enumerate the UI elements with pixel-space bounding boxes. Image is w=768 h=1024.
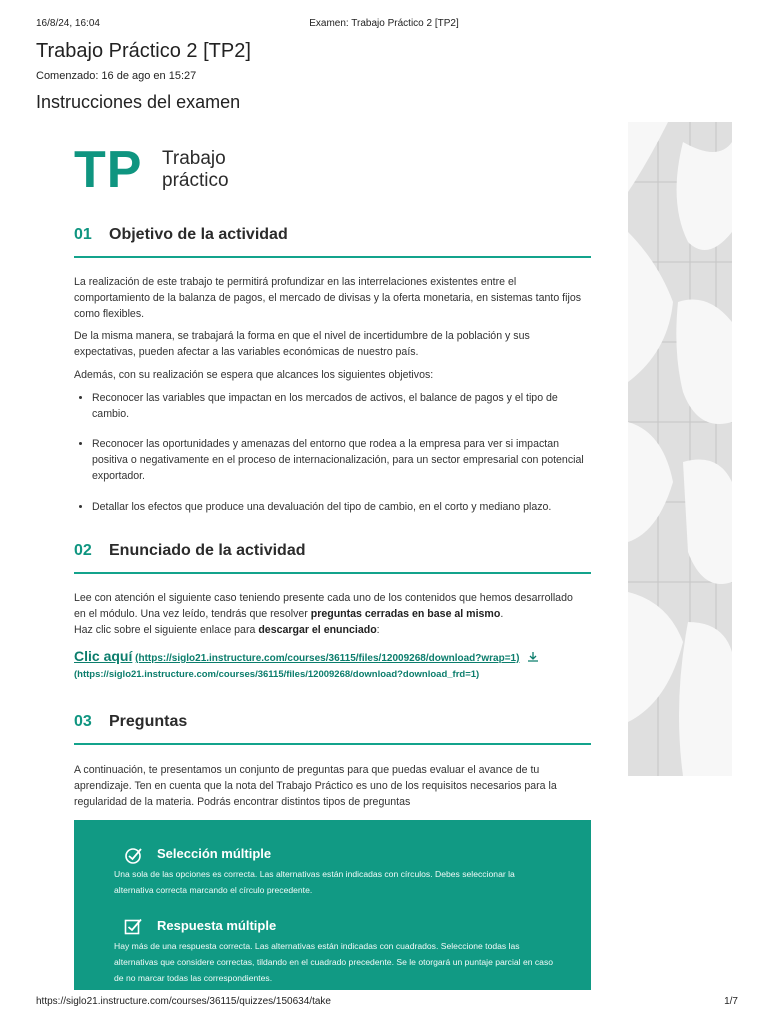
objectives-list — [74, 390, 597, 422]
section-heading-objective — [74, 226, 591, 258]
question-types-panel — [74, 820, 591, 990]
statement-paragraph-2 — [74, 622, 584, 638]
statement-text: Lee con atención el siguiente caso teniendo presente cada uno de los contenidos que hemos desarrollado en el módulo. Una vez leído, tendrás que resolver — [74, 592, 573, 620]
print-datetime: 16/8/24, 16:04 — [36, 18, 100, 29]
download-url-link[interactable]: (https://siglo21.instructure.com/courses/36115/files/12009268/download?wrap=1) — [135, 653, 520, 664]
section-heading-statement — [74, 542, 591, 574]
question-type-title: Selección múltiple — [157, 846, 272, 861]
statement-text: . — [500, 608, 504, 620]
statement-text: : — [376, 624, 380, 636]
print-footer-url: https://siglo21.instructure.com/courses/36115/quizzes/150634/take — [36, 996, 331, 1007]
tp-logo-line1: Trabajo — [162, 148, 226, 169]
instructions-heading: Instrucciones del examen — [36, 92, 241, 112]
print-page-number: 1/7 — [724, 996, 738, 1007]
clic-aqui-link[interactable]: Clic aquí — [74, 648, 133, 664]
section-number: 03 — [74, 713, 92, 730]
statement-bold-text: preguntas cerradas en base al mismo — [310, 608, 501, 620]
statement-text: Haz clic sobre el siguiente enlace para — [74, 624, 259, 636]
tp-logo-mark: TP — [74, 141, 143, 199]
question-type-description: Hay más de una respuesta correcta. Las alternativas están indicadas con cuadrados. Seleccione todas las alternativas que considere correctas, tildando en el cuadrado precedente. Se le otorgará un puntaje parcial en caso de no marcar todas las correspondientes. — [114, 941, 554, 983]
objective-paragraph-2: De la misma manera, se trabajará la forma en que el nivel de incertidumbre de la población y sus expectativas, pueden afectar a las variables económicas de nuestro país. — [74, 330, 530, 358]
section-title: Objetivo de la actividad — [109, 226, 288, 243]
list-item: • Detallar los efectos que produce una devaluación del tipo de cambio, en el corto y mediano plazo. — [92, 499, 597, 515]
started-timestamp: Comenzado: 16 de ago en 15:27 — [36, 70, 197, 82]
objective-paragraph-3: Además, con su realización se espera que alcances los siguientes objetivos: — [74, 369, 434, 381]
objective-paragraph-1: La realización de este trabajo te permitirá profundizar en las interrelaciones existentes entre el comportamiento de la balanza de pagos, el mercado de divisas y la oferta monetaria, en sistemas tanto fijos como flexibles. — [74, 276, 582, 320]
section-number: 02 — [74, 542, 92, 559]
question-type-title: Respuesta múltiple — [157, 918, 277, 933]
tp-logo-line2: práctico — [162, 170, 229, 191]
objectives-list — [74, 499, 597, 515]
download-frd-link[interactable]: (https://siglo21.instructure.com/courses/36115/files/12009268/download?download_frd=1) — [74, 669, 480, 680]
statement-paragraph-1 — [74, 590, 584, 622]
objectives-list — [74, 436, 597, 484]
questions-intro: A continuación, te presentamos un conjunto de preguntas para que puedas evaluar el avance de tu aprendizaje. Ten en cuenta que la nota del Trabajo Práctico es uno de los requisitos necesarios para la regularidad de la materia. Podrás encontrar distintos tipos de preguntas — [74, 764, 557, 808]
download-link-row — [74, 648, 540, 666]
decorative-side-image — [628, 122, 732, 776]
tp-logo-text — [162, 148, 229, 192]
download-icon[interactable] — [526, 651, 540, 666]
section-title: Preguntas — [109, 713, 188, 730]
list-item: • Reconocer las oportunidades y amenazas del entorno que rodea a la empresa para ver si impactan positiva o negativamente en el proceso de internacionalización, para un sector empresarial con potencial exportador. — [92, 436, 597, 484]
section-title: Enunciado de la actividad — [109, 542, 306, 559]
question-type-description: Una sola de las opciones es correcta. Las alternativas están indicadas con círculos. Debes seleccionar la alternativa correcta marcando el círculo precedente. — [114, 869, 515, 895]
section-heading-questions — [74, 713, 591, 745]
page-title: Trabajo Práctico 2 [TP2] — [36, 40, 251, 62]
section-number: 01 — [74, 226, 92, 243]
statement-bold-text: descargar el enunciado — [258, 624, 377, 636]
list-item: • Reconocer las variables que impactan en los mercados de activos, el balance de pagos y el tipo de cambio. — [92, 390, 597, 422]
print-doc-title: Examen: Trabajo Práctico 2 [TP2] — [309, 18, 459, 29]
